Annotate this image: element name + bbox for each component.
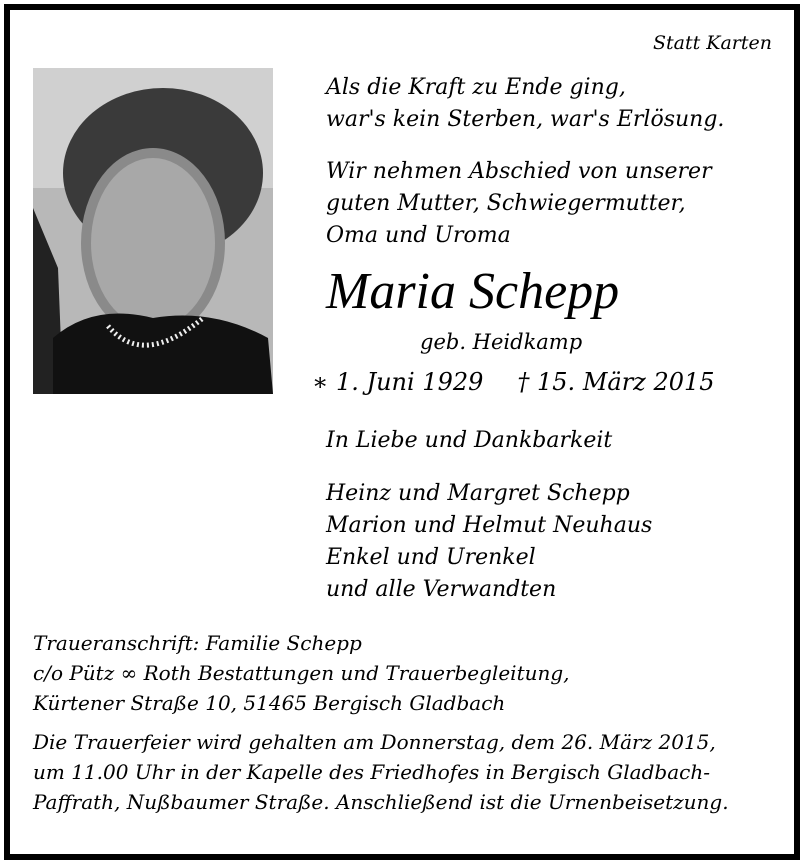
quote-line: Als die Kraft zu Ende ging, (326, 75, 626, 100)
maiden-name: geb. Heidkamp (420, 330, 583, 354)
family-member: Heinz und Margret Schepp (326, 481, 630, 506)
family-member: und alle Verwandten (326, 577, 557, 602)
family-member: Marion und Helmut Neuhaus (326, 513, 653, 538)
statt-karten-label: Statt Karten (652, 32, 772, 54)
address-line: Traueranschrift: Familie Schepp (33, 631, 362, 655)
portrait-photo (33, 68, 273, 394)
ceremony-info (33, 727, 729, 817)
family-list (326, 478, 652, 606)
quote-block (326, 72, 724, 136)
dedication-line: In Liebe und Dankbarkeit (326, 428, 613, 453)
birth-date: ∗ 1. Juni 1929 (312, 368, 484, 396)
farewell-line: Oma und Uroma (326, 223, 511, 248)
life-dates (312, 368, 715, 396)
death-date: † 15. März 2015 (517, 368, 715, 396)
address-line: c/o Pütz ∞ Roth Bestattungen und Trauerbegleitung, (33, 661, 570, 685)
farewell-line: guten Mutter, Schwiegermutter, (326, 191, 686, 216)
farewell-line: Wir nehmen Abschied von unserer (326, 159, 712, 184)
ceremony-line: Die Trauerfeier wird gehalten am Donnerstag, dem 26. März 2015, (33, 730, 716, 754)
deceased-name: Maria Schepp (326, 263, 620, 320)
address-line: Kürtener Straße 10, 51465 Bergisch Gladbach (33, 691, 506, 715)
ceremony-line: Paffrath, Nußbaumer Straße. Anschließend ist die Urnenbeisetzung. (33, 790, 729, 814)
mourning-address (33, 628, 570, 718)
ceremony-line: um 11.00 Uhr in der Kapelle des Friedhofes in Bergisch Gladbach- (33, 760, 710, 784)
farewell-block (326, 156, 712, 252)
family-member: Enkel und Urenkel (326, 545, 536, 570)
quote-line: war's kein Sterben, war's Erlösung. (326, 107, 725, 132)
